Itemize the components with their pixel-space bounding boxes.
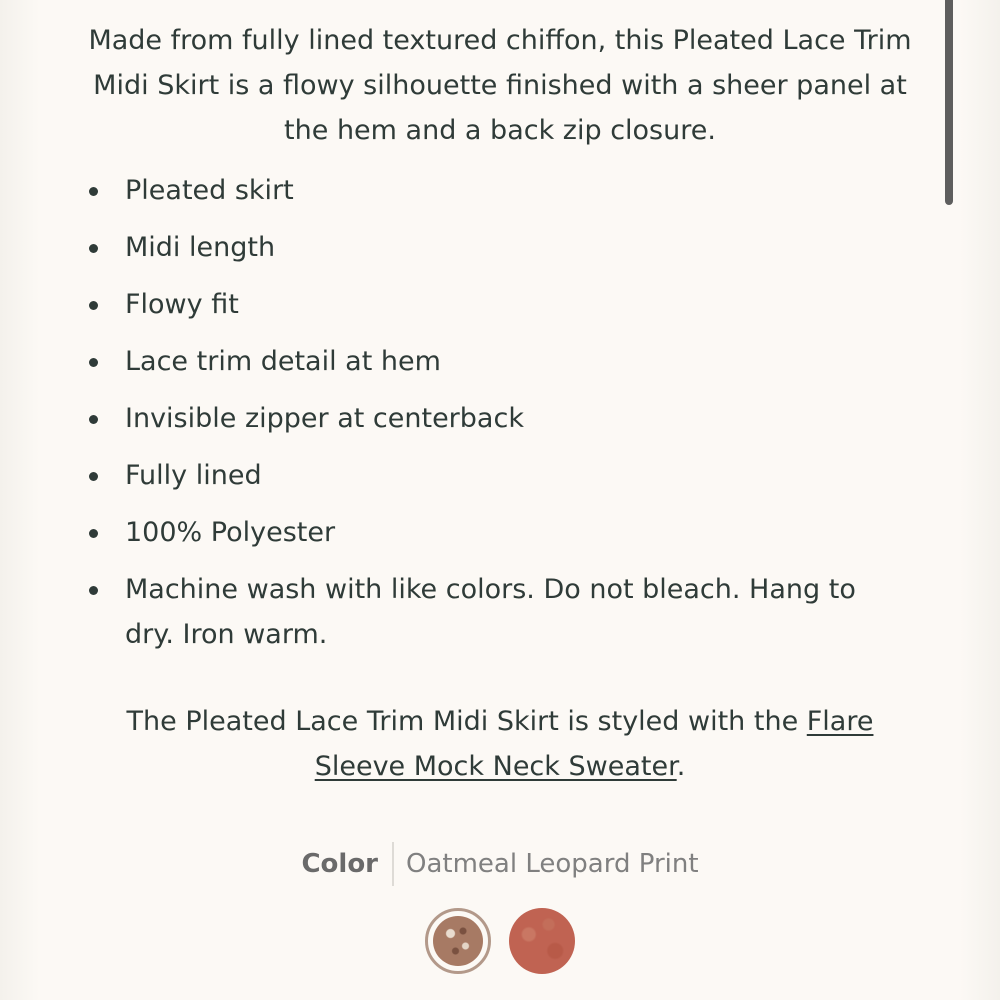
color-label: Color bbox=[301, 849, 379, 879]
feature-text: 100% Polyester bbox=[125, 517, 336, 548]
list-item bbox=[80, 282, 910, 327]
styled-with-suffix: . bbox=[676, 751, 686, 782]
feature-text: Invisible zipper at centerback bbox=[125, 403, 524, 434]
leopard-pattern-swatch bbox=[433, 916, 483, 966]
list-item bbox=[80, 168, 910, 213]
feature-text: Lace trim detail at hem bbox=[125, 346, 441, 377]
bullet-icon bbox=[89, 244, 98, 253]
selected-color-value: Oatmeal Leopard Print bbox=[406, 849, 699, 879]
styled-with-text bbox=[80, 699, 920, 789]
swatch-rust[interactable] bbox=[509, 908, 575, 974]
list-item bbox=[80, 339, 910, 384]
bullet-icon bbox=[89, 529, 98, 538]
scrollbar-thumb[interactable] bbox=[945, 0, 953, 205]
bullet-icon bbox=[89, 472, 98, 481]
product-description: Made from fully lined textured chiffon, this Pleated Lace Trim Midi Skirt is a flowy silhouette finished with a sheer panel at the hem and a back zip closure. bbox=[88, 25, 912, 146]
color-divider bbox=[392, 842, 394, 886]
styled-with-prefix: The Pleated Lace Trim Midi Skirt is styled with the bbox=[126, 706, 807, 737]
bullet-icon bbox=[89, 301, 98, 310]
feature-list bbox=[80, 168, 910, 669]
styled-with-link[interactable]: Flare Sleeve Mock Neck Sweater bbox=[314, 706, 874, 782]
list-item bbox=[80, 510, 910, 555]
color-selector-header bbox=[0, 842, 1000, 886]
bullet-icon bbox=[89, 358, 98, 367]
bullet-icon bbox=[89, 586, 98, 595]
bullet-icon bbox=[89, 187, 98, 196]
list-item bbox=[80, 396, 910, 441]
swatch-oatmeal-leopard-print[interactable] bbox=[425, 908, 491, 974]
feature-text: Machine wash with like colors. Do not bleach. Hang to dry. Iron warm. bbox=[125, 574, 856, 650]
bullet-icon bbox=[89, 415, 98, 424]
feature-text: Pleated skirt bbox=[125, 175, 294, 206]
color-swatches bbox=[0, 908, 1000, 974]
feature-text: Flowy fit bbox=[125, 289, 239, 320]
list-item bbox=[80, 225, 910, 270]
feature-text: Fully lined bbox=[125, 460, 262, 491]
feature-text: Midi length bbox=[125, 232, 276, 263]
list-item bbox=[80, 453, 910, 498]
list-item bbox=[80, 567, 910, 657]
